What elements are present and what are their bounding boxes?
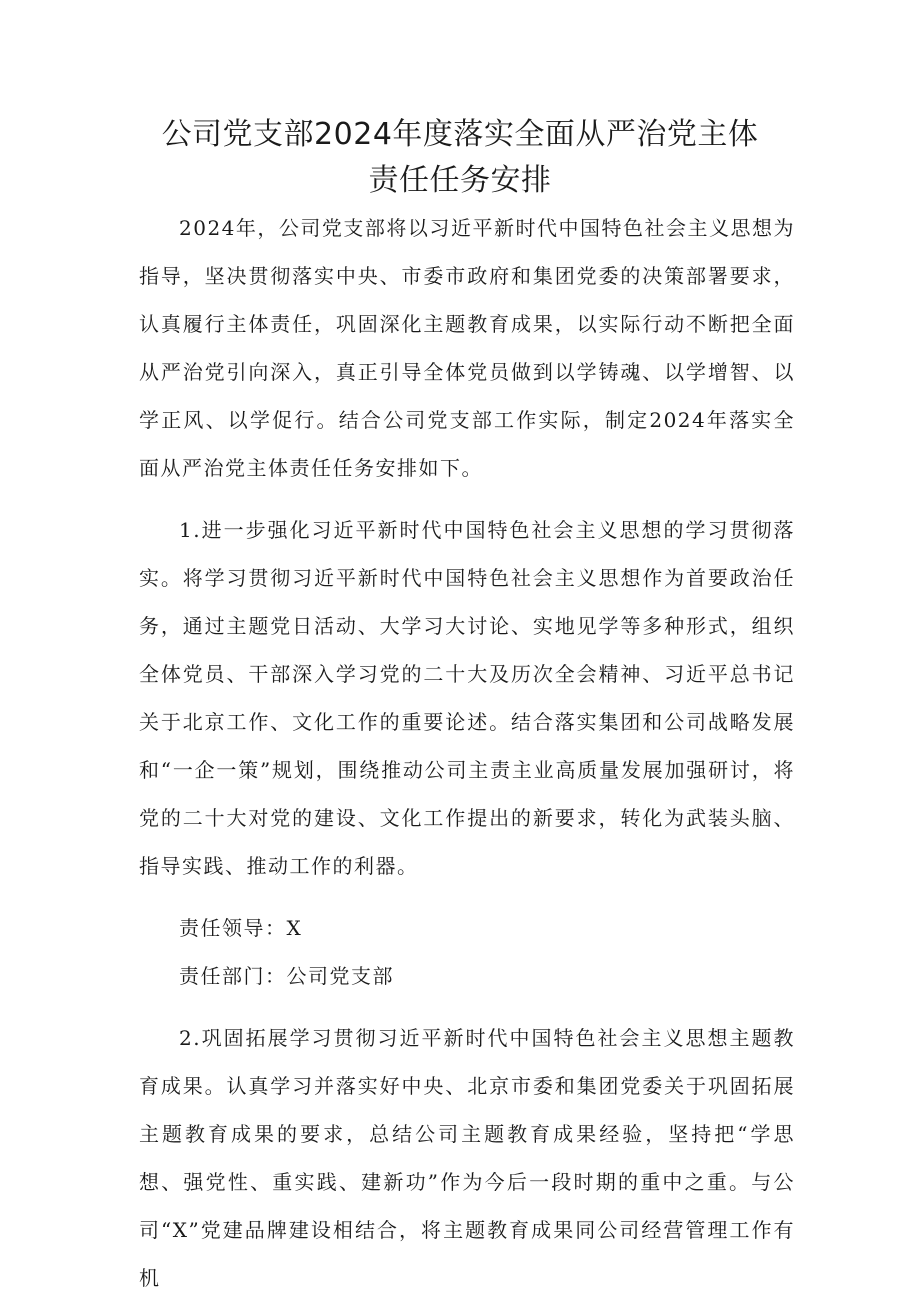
title-line-2: 责任任务安排 bbox=[368, 163, 552, 198]
item-1-responsible-department: 责任部门：公司党支部 bbox=[179, 964, 394, 988]
title-line-1: 公司党支部2024年度落实全面从严治党主体 bbox=[161, 117, 759, 152]
item-2-paragraph: 2.巩固拓展学习贯彻习近平新时代中国特色社会主义思想主题教育成果。认真学习并落实好中央、北京市委和集团党委关于巩固拓展主题教育成果的要求，总结公司主题教育成果经验，坚持把“学思想、强党性、重实践、建新功”作为今后一段时期的重中之重。与公司“X”党建品牌建设相结合，将主题教育成果同公司经营管理工作有机 bbox=[139, 1026, 795, 1290]
document-title bbox=[90, 112, 830, 204]
intro-paragraph: 2024年，公司党支部将以习近平新时代中国特色社会主义思想为指导，坚决贯彻落实中央、市委市政府和集团党委的决策部署要求，认真履行主体责任，巩固深化主题教育成果，以实际行动不断把全面从严治党引向深入，真正引导全体党员做到以学铸魂、以学增智、以学正风、以学促行。结合公司党支部工作实际，制定2024年落实全面从严治党主体责任任务安排如下。 bbox=[139, 216, 795, 480]
item-1-paragraph: 1.进一步强化习近平新时代中国特色社会主义思想的学习贯彻落实。将学习贯彻习近平新时代中国特色社会主义思想作为首要政治任务，通过主题党日活动、大学习大讨论、实地见学等多种形式，组织全体党员、干部深入学习党的二十大及历次全会精神、习近平总书记关于北京工作、文化工作的重要论述。结合落实集团和公司战略发展和“一企一策”规划，围绕推动公司主责主业高质量发展加强研讨，将党的二十大对党的建设、文化工作提出的新要求，转化为武装头脑、指导实践、推动工作的利器。 bbox=[139, 518, 795, 878]
item-1-responsible-leader: 责任领导：X bbox=[179, 916, 303, 940]
document-body bbox=[139, 204, 795, 1302]
